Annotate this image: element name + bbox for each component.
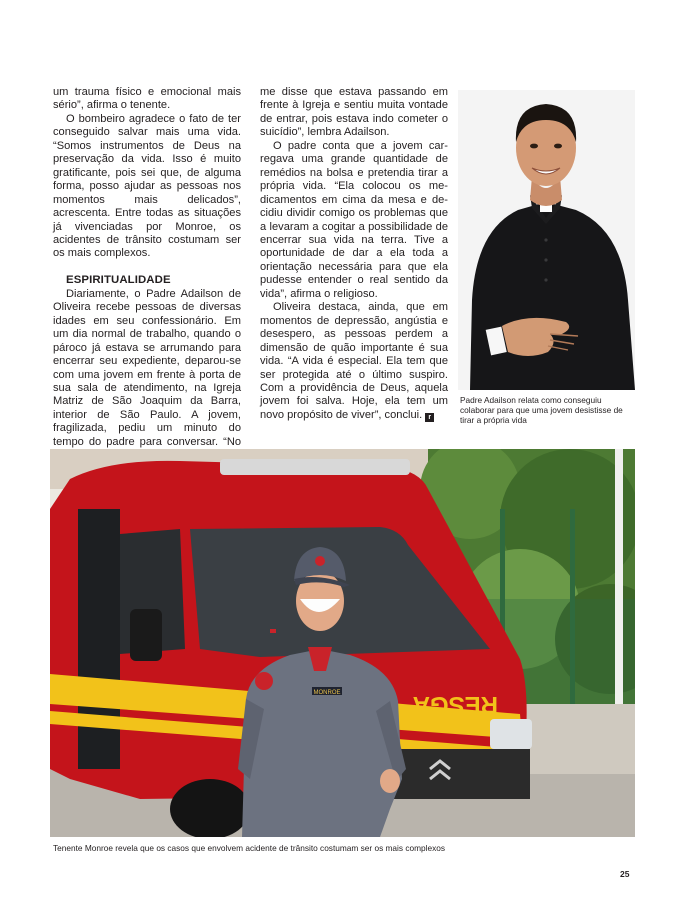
page-number: 25 [620,869,630,879]
paragraph: O padre conta que a jovem carregava uma grande quantidade de remédios na bolsa e pretendia tirar a própria vida. “Ela colocou os medicamentos em cima da mesa e decidiu dividir comigo os problemas que a levaram a cogitar a possibilidade de encerrar sua vida na terra. Tive a oportunidade de dar a ela toda a orientação necessária para que ela pudesse entender o real sentido da vida”, afirma o religioso. [260,139,448,300]
paragraph: O bombeiro agradece o fato de ter conseguido salvar mais uma vida. “Somos instrumentos de Deus na preservação da vida. Isso é muito gratificante, pois sei que, de alguma forma, posso ajudar as pessoas nos momentos mais delicados”, acrescenta. Entre todas as situações já vivenciadas por Monroe, os acidentes de trânsito costumam ser os mais complexos. [53,112,241,260]
end-of-article-icon: r [425,413,434,422]
paragraph: me disse que estava passando em frente à Igreja e sentiu muita vontade de entrar, pois estava indo cometer o suicídio”, lembra Adailson. [260,86,448,139]
fire-truck-photo-caption: Tenente Monroe revela que os casos que envolvem acidente de trânsito costumam ser os mais complexos [53,843,445,853]
paragraph: um trauma físico e emocional mais sério”, afirma o tenente. [53,86,241,112]
priest-photo [458,90,635,390]
article-column-2 [260,86,448,422]
truck-label-text: RESGA [412,691,498,718]
priest-photo-caption: Padre Adailson relata como conseguiu colaborar para que uma jovem desistisse de tirar a própria vida [460,395,623,425]
name-tag-text: MONROE [313,690,341,696]
paragraph [260,301,448,422]
paragraph-text: Oliveira destaca, ainda, que em momentos de depressão, angústia e desespero, as pessoas perdem a dimensão de quão importante é sua vida. “A vida é especial. Ela tem que ser protegida até o último suspiro. Com a providência de Deus, aquela jovem foi salva. Hoje, ela tem um novo propósito de viver”, conclui. [260,301,448,421]
article-column-1 [53,86,241,463]
fire-truck-photo [50,449,635,837]
paragraph: Diariamente, o Padre Adailson de Oliveira recebe pessoas de diversas idades em seu confessionário. Em um dia normal de trabalho, quando o pároco já estava se arrumando para encerrar seu expediente, deparou-se com uma jovem em frente à porta de sua sala de atendimento, na Igreja Matriz de São Joaquim da Barra, interior de São Paulo. A jovem, fragilizada, pediu um minuto do tempo do padre para conversar. “No [53,287,241,448]
section-heading: ESPIRITUALIDADE [66,274,171,287]
